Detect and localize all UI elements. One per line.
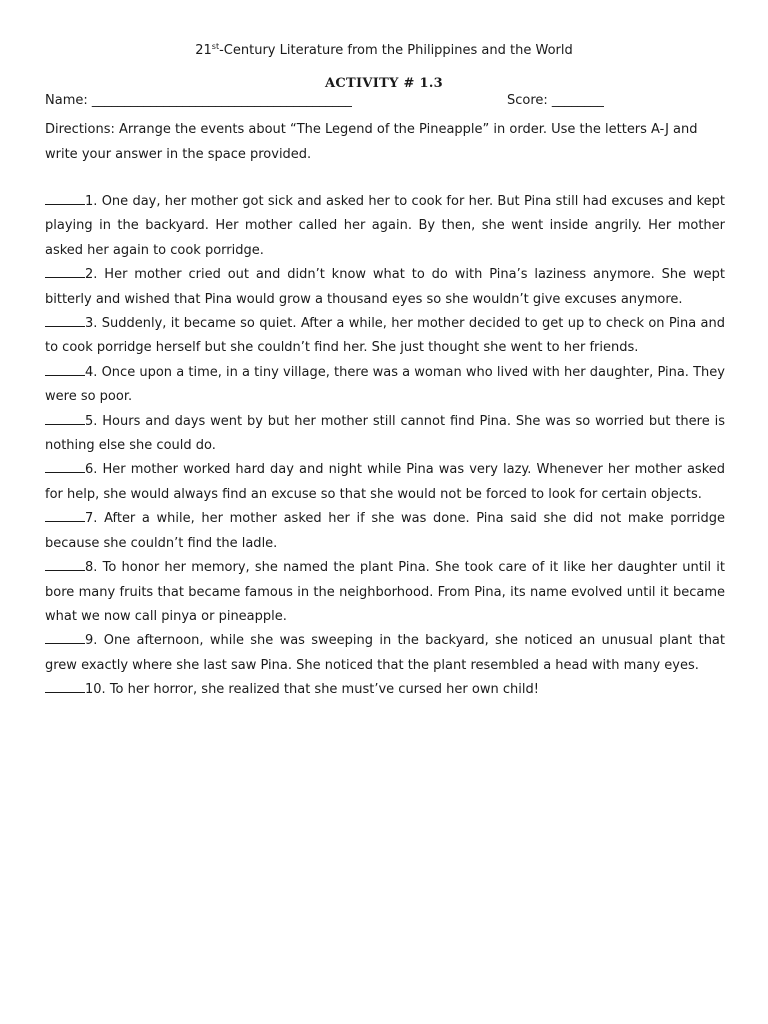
list-item: [45, 678, 725, 702]
list-item: [45, 410, 725, 459]
answer-blank[interactable]: [45, 410, 85, 425]
list-item: [45, 507, 725, 556]
item-text: Hours and days went by but her mother still cannot find Pina. She was so worried but there is nothing else she could do.: [45, 413, 725, 454]
item-text: To her horror, she realized that she must’ve cursed her own child!: [109, 682, 539, 698]
answer-blank[interactable]: [45, 507, 85, 522]
answer-blank[interactable]: [45, 556, 85, 571]
list-item: [45, 312, 725, 361]
score-field: Score: ________: [507, 93, 604, 108]
name-field: Name: ________________________________________: [45, 93, 352, 108]
name-score-row: [45, 93, 725, 108]
directions: Directions: Arrange the events about “The Legend of the Pineapple” in order. Use the letters A-J and write your answer in the space provided.: [45, 122, 698, 162]
item-text: Suddenly, it became so quiet. After a while, her mother decided to get up to check on Pina and to cook porridge herself but she couldn’t find her. She just thought she went to her friends.: [45, 316, 725, 356]
title-superscript: st: [211, 42, 220, 51]
answer-blank[interactable]: [45, 312, 85, 327]
list-item: [45, 458, 725, 507]
list-item: [45, 190, 725, 263]
item-text: To honor her memory, she named the plant Pina. She took care of it like her daughter until it bore many fruits that became famous in the neighborhood. From Pina, its name evolved until it became what we now call pinya or pineapple.: [45, 560, 725, 624]
list-item: [45, 556, 725, 629]
list-item: [45, 361, 725, 410]
item-number: 3.: [85, 316, 98, 332]
answer-blank[interactable]: [45, 458, 85, 473]
item-text: After a while, her mother asked her if she was done. Pina said she did not make porridge because she couldn’t find the ladle.: [45, 511, 725, 551]
item-number: 8.: [85, 560, 98, 576]
item-number: 5.: [85, 413, 98, 429]
title-suffix: -Century Literature from the Philippines and the World: [219, 43, 573, 58]
item-text: Once upon a time, in a tiny village, there was a woman who lived with her daughter, Pina. They were so poor.: [45, 364, 725, 405]
item-number: 10.: [85, 682, 106, 698]
item-text: One afternoon, while she was sweeping in the backyard, she noticed an unusual plant that grew exactly where she last saw Pina. She noticed that the plant resembled a head with many eyes.: [45, 633, 725, 673]
item-text: One day, her mother got sick and asked her to cook for her. But Pina still had excuses and kept playing in the backyard. Her mother called her again. By then, she went inside angrily. Her mother asked her again to cook porridge.: [45, 194, 725, 258]
list-item: [45, 263, 725, 312]
item-number: 4.: [85, 364, 98, 380]
answer-blank[interactable]: [45, 263, 85, 278]
item-text: Her mother cried out and didn’t know what to do with Pina’s laziness anymore. She wept bitterly and wished that Pina would grow a thousand eyes so she wouldn’t give excuses anymore.: [45, 267, 725, 307]
activity-title: ACTIVITY # 1.3: [324, 76, 444, 91]
item-text: Her mother worked hard day and night while Pina was very lazy. Whenever her mother asked for help, she would always find an excuse so that she would not be forced to look for certain objects.: [45, 462, 726, 502]
item-number: 7.: [85, 511, 98, 527]
answer-blank[interactable]: [45, 361, 85, 376]
event-list: [45, 190, 725, 703]
title-prefix: 21: [195, 43, 212, 58]
answer-blank[interactable]: [45, 629, 85, 644]
answer-blank[interactable]: [45, 678, 85, 693]
answer-blank[interactable]: [45, 190, 85, 205]
item-number: 9.: [85, 633, 98, 649]
item-number: 2.: [85, 267, 98, 283]
item-number: 1.: [85, 194, 98, 209]
course-title: [0, 42, 768, 58]
list-item: [45, 629, 725, 678]
item-number: 6.: [85, 462, 98, 478]
